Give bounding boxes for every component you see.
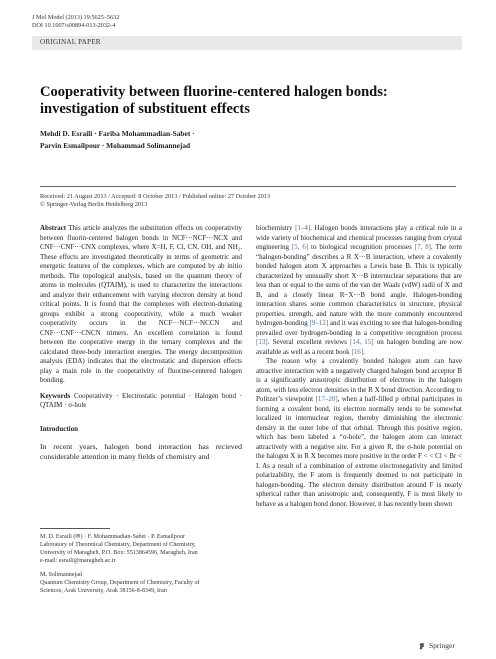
divider bbox=[40, 186, 456, 187]
left-column bbox=[40, 224, 242, 462]
citation-link[interactable]: [7, 8] bbox=[414, 243, 431, 251]
right-column bbox=[256, 224, 462, 509]
citation-link[interactable]: [17–20] bbox=[315, 395, 338, 403]
doi-line: DOI 10.1007/s00894-013-2032-4 bbox=[32, 22, 116, 29]
citation-link[interactable]: [16] bbox=[351, 347, 364, 356]
text: . Several excellent reviews bbox=[267, 338, 351, 346]
text: and it was exciting to see that halogen-bonding prevailed over hydrogen-bonding in a competitive recognition process bbox=[256, 319, 462, 337]
text: . Halogen bonds interactions play a critical role in a wide variety of biochemical and chemical processes ranging from crystal engineering bbox=[256, 224, 462, 251]
citation-link[interactable]: [13] bbox=[256, 338, 268, 346]
springer-horse-icon bbox=[418, 642, 426, 650]
keywords-label: Keywords bbox=[40, 391, 71, 400]
author-list bbox=[40, 128, 460, 152]
author-line: Parvin Esmailpour · Mohammad Solimannejad bbox=[40, 141, 191, 150]
affiliation-line: Quantum Chemistry Group, Department of Chemistry, Faculty of bbox=[40, 580, 200, 586]
footnote-rule bbox=[40, 528, 110, 529]
paragraph bbox=[256, 224, 462, 357]
affiliations bbox=[40, 533, 245, 595]
text: The reason why a covalently bonded halogen atom can have attractive interaction with a negatively charged halogen bond acceptor B is a significantly anisotropic distribution of electrons in the halogen atom, with less electron densities in the R X bond direction. According to Politzer’s viewpoint bbox=[256, 357, 462, 403]
text: . bbox=[363, 347, 365, 356]
keywords bbox=[40, 392, 242, 411]
publisher-logo bbox=[418, 641, 455, 650]
introduction-heading: Introduction bbox=[40, 424, 78, 433]
journal-citation bbox=[32, 14, 119, 30]
text: , when a half-filled p orbital participates in forming a covalent bond, its electron normally tends to be somewhat localized in internuclear region, thereby diminishing the electronic density in the outer lobe of that orbital. Through this positive region, which has been labeled a “σ-hole”, the halogen atom can interact attractively with a negative site. For a given R, the σ-hole potential on the halogen X in R X becomes more positive in the order F < < Cl < Br < I. As a result of a combination of extreme electronegativity and limited polarizability, the F atom is frequently deemed to not participate in halogen-bonding. The electron density distribution around F is nearly spherical rather than anisotropic and, consequently, F is most likely to behave as a halogen bond donor. However, it has recently been shown bbox=[256, 395, 462, 508]
dates-line: Received: 21 August 2013 / Accepted: 8 October 2013 / Published online: 27 October 2013 bbox=[40, 193, 271, 200]
introduction-text: In recent years, halogen bond interaction has recieved considerable attention in many fields of chemistry and bbox=[40, 442, 242, 461]
citation-link[interactable]: [9–12] bbox=[309, 319, 329, 327]
affiliation-line: Laboratory of Theoretical Chemistry, Department of Chemistry, bbox=[40, 542, 196, 548]
section-label: ORIGINAL PAPER bbox=[40, 38, 101, 46]
text: biochemistry bbox=[256, 224, 296, 232]
text: on halogen bonding are now available as well as a recent book bbox=[256, 338, 462, 356]
text: . The term “halogen-bonding” describes a R X···B interaction, where a covalently bonded halogen atom X approaches a Lewis base B. This is typically characterized by unusually short X···B internuclear separations that are less than or equal to the sums of the van der Waals (vdW) radii of X and B, and a closely linear R−X···B bond angle. Halogen-bonding interaction shares some common characteristics in structure, physical properties, strength, and nature with the more commonly encountered hydrogen-bonding bbox=[256, 243, 462, 327]
citation-link[interactable]: [5, 6] bbox=[291, 243, 309, 251]
abstract-label: Abstract bbox=[40, 224, 67, 232]
keywords-text: Cooperativity · Electrostatic potential · Halogen bond · QTAIM · σ-hole bbox=[40, 391, 242, 409]
citation-link[interactable]: [14, 15] bbox=[350, 338, 374, 346]
abstract bbox=[40, 224, 242, 386]
affiliation-line: M. Solimannejad bbox=[40, 572, 82, 578]
copyright-line: © Springer-Verlag Berlin Heidelberg 2013 bbox=[40, 201, 148, 208]
affiliation-line: University of Maragheh, P.O. Box: 5513864596, Maragheh, Iran bbox=[40, 550, 198, 556]
publisher-name: Springer bbox=[429, 641, 455, 650]
section-band bbox=[32, 36, 462, 50]
text: to biological recognition processes bbox=[308, 243, 415, 251]
paragraph bbox=[256, 357, 462, 509]
journal-line: J Mol Model (2013) 19:5625–5632 bbox=[32, 14, 120, 21]
author-line: Mehdi D. Esraili · Fariba Mohammadian-Sabet · bbox=[40, 129, 195, 138]
email-link[interactable]: e-mail: esraili@maragheh.ac.ir bbox=[40, 558, 116, 564]
abstract-text: This article analyzes the substitution effects on cooperativity between fluorin-centered halogen bonds in NCF···NCF···NCX and CNF···CNF···CNX complexes, where X=H, F, Cl, CN, OH, and NH₂. These effects are investigated theoretically in terms of geometric and energetic features of the complexes, which are computed by ab initio methods. The topological analysis, based on the quantum theory of atoms in molecules (QTAIM), is used to characterize the interactions and analyze their enhancement with varying electron density at bond critical points. It is found that the complexes with electron-donating groups exhibit a strong cooperativity, while a much weaker cooperativity occurs in the NCF···NCF···NCCN and CNF···CNF···CNCN trimers. An excellent correlation is found between the cooperative energy in the ternary complexes and the calculated three-body interaction energies. The energy decomposition analysis (EDA) indicates that the electrostatic and dispersion effects play a main role in the cooperativity of fluorine-centered halogen bonding. bbox=[40, 224, 242, 384]
article-title: Cooperativity between fluorine-centered halogen bonds: investigation of substituent effects bbox=[40, 84, 388, 117]
affiliation-line: Sciences, Arak University, Arak 38156-8-8349, Iran bbox=[40, 588, 167, 594]
publication-dates bbox=[40, 193, 460, 209]
citation-link[interactable]: [1–4] bbox=[295, 224, 311, 232]
affiliation-line: M. D. Esraili (✉) · F. Mohammadian-Sabet · P. Esmailpour bbox=[40, 534, 185, 540]
